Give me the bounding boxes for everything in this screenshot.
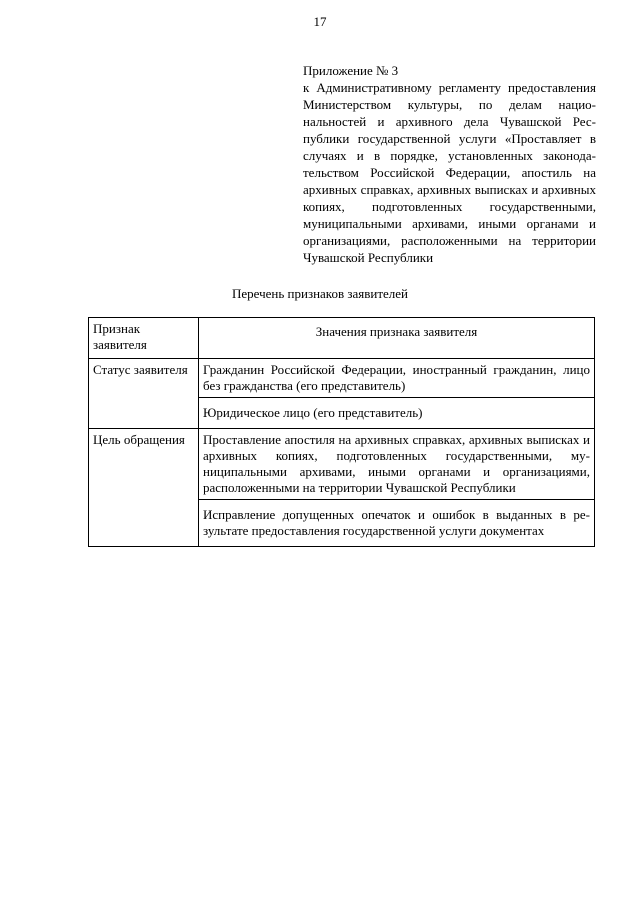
value-citizen: Гражданин Российской Федерации, иностранный гражданин, лицо без гражданства (его представитель) <box>199 359 595 398</box>
table-title: Перечень признаков заявителей <box>231 286 408 301</box>
appendix-title: Приложение № 3 <box>303 63 399 78</box>
header-criterion: Признак заявителя <box>89 318 199 359</box>
header-values: Значения признака заявителя <box>199 318 595 359</box>
criterion-purpose: Цель обращения <box>89 429 199 547</box>
table-row <box>89 429 595 500</box>
page-number: 17 <box>313 14 327 29</box>
criterion-status: Статус заявителя <box>89 359 199 429</box>
value-correction: Исправление допущенных опечаток и ошибок в выданных в результате предоставления государственной услуги документах <box>199 500 595 547</box>
table-header-row <box>89 318 595 359</box>
appendix-block <box>303 62 596 266</box>
applicant-criteria-table <box>88 317 595 547</box>
table-row <box>89 359 595 398</box>
appendix-text: к Административному регламенту предоставления Министерством культуры, по делам национальностей и архивного дела Чувашской Республики государственной услуги «Проставляет в случаях и в порядке, установленных законодательством Российской Федерации, апостиль на архивных справках, архивных выписках и архивных копиях, подготовленных государственными, муниципальными архивами, иными органами и организациями, расположенными на территории Чувашской Республики <box>303 80 596 265</box>
value-legal-entity: Юридическое лицо (его представитель) <box>199 398 595 429</box>
value-apostille: Проставление апостиля на архивных справках, архивных выписках и архивных копиях, подготовленных государственными, муниципальными архивами, иными органами и организациями, расположенными на территории Чувашской Республики <box>199 429 595 500</box>
